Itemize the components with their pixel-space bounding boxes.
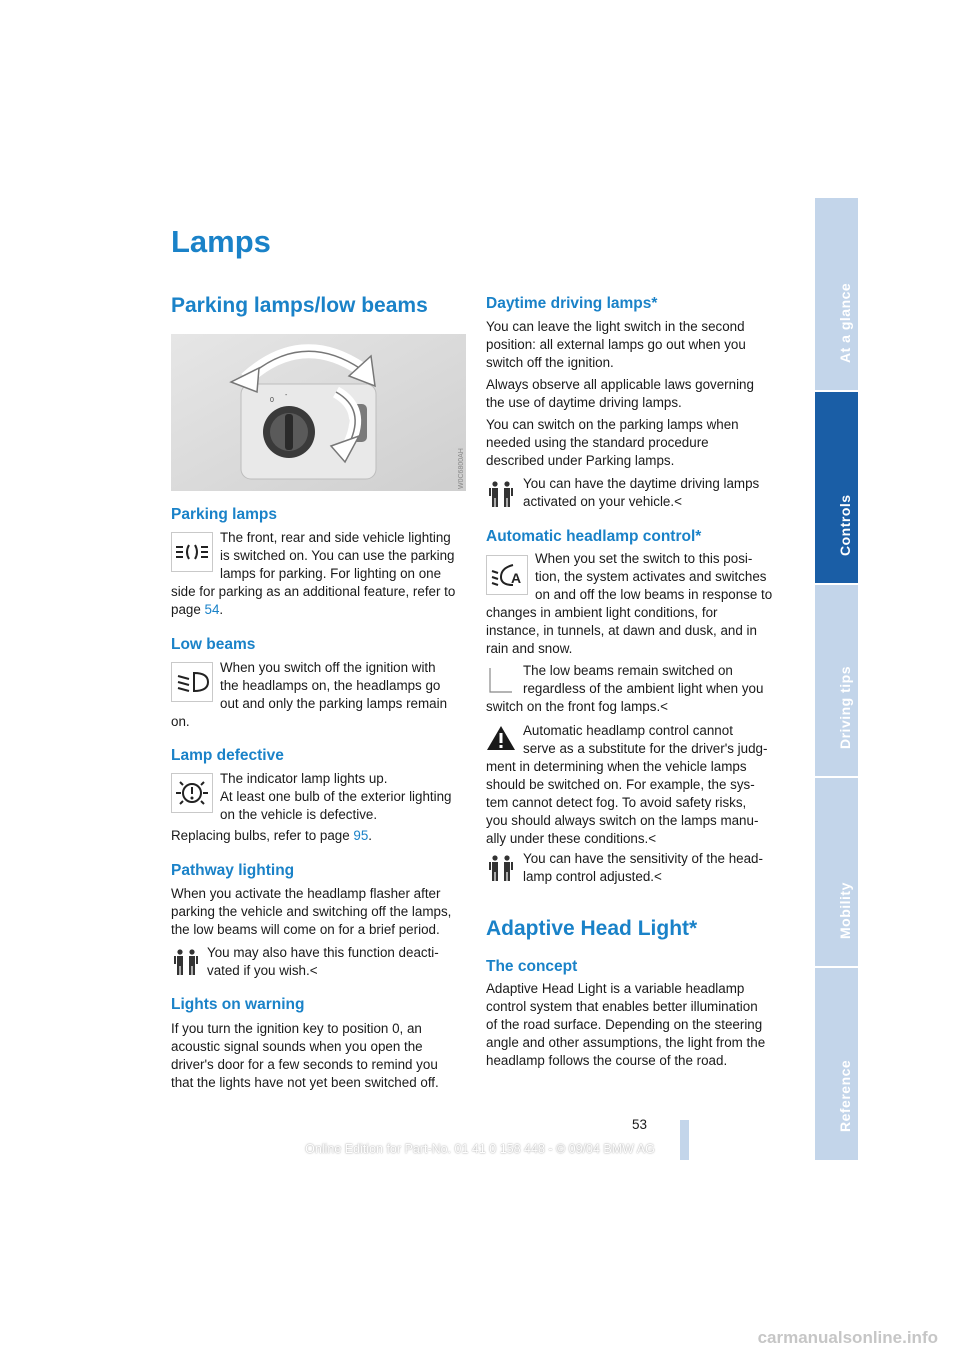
svg-text:A: A	[511, 570, 522, 586]
auto-headlamp-text-2: tion, the system activates and switches	[535, 569, 767, 584]
low-beams-text-3: out and only the parking lamps remain	[220, 696, 448, 711]
auto-headlamp-icon	[486, 555, 528, 595]
pathway-text-3: the low beams will come on for a brief period.	[171, 922, 440, 937]
page-link-54[interactable]: 54	[204, 602, 220, 617]
auto-headlamp-warning-6: you should always switch on the lamps manu-	[486, 813, 759, 828]
subheading-the-concept: The concept	[486, 958, 578, 975]
auto-headlamp-warning-1: Automatic headlamp control cannot	[523, 723, 733, 738]
auto-headlamp-text-3: on and off the low beams in response to	[535, 587, 773, 602]
ref-prefix: Replacing bulbs, refer to page	[171, 828, 354, 843]
subheading-automatic-headlamp-control: Automatic headlamp control*	[486, 528, 702, 545]
adaptive-text-4: angle and other assumptions, the light from the	[486, 1035, 766, 1050]
service-people-icon	[171, 947, 201, 977]
svg-text:-: -	[285, 392, 288, 399]
daytime-p3-1: You can switch on the parking lamps when	[486, 417, 739, 432]
tab-divider	[815, 390, 858, 392]
warning-triangle-icon	[486, 724, 516, 752]
auto-headlamp-text-6: rain and snow.	[486, 641, 573, 656]
tab-divider	[815, 966, 858, 968]
service-people-icon	[486, 479, 516, 509]
ref-prefix: page	[171, 602, 205, 617]
auto-headlamp-warning-5: tem cannot detect fog. To avoid safety risks,	[486, 795, 747, 810]
daytime-p1-3: switch off the ignition.	[486, 355, 614, 370]
tab-controls[interactable]	[815, 391, 858, 584]
watermark: carmanualsonline.info	[757, 1328, 938, 1347]
adaptive-text-1: Adaptive Head Light is a variable headlamp	[486, 981, 745, 996]
adaptive-text-2: control system that enables better illumination	[486, 999, 758, 1014]
parking-lamps-text-3: lamps for parking. For lighting on one	[220, 566, 442, 581]
daytime-p3-2: needed using the standard procedure	[486, 435, 709, 450]
lamp-defective-text-3: on the vehicle is defective.	[220, 807, 378, 822]
adaptive-text-5: headlamp follows the course of the road.	[486, 1053, 728, 1068]
adaptive-text-3: of the road surface. Depending on the steering	[486, 1017, 763, 1032]
auto-headlamp-text-1: When you set the switch to this posi-	[535, 551, 753, 566]
tab-label: Reference	[836, 1059, 853, 1132]
subheading-parking-lamps: Parking lamps	[171, 506, 277, 523]
lights-warning-text-3: driver's door for a few seconds to remind you	[171, 1057, 438, 1072]
auto-headlamp-info-3: switch on the front fog lamps.<	[486, 699, 668, 714]
note-marker-icon	[486, 665, 516, 695]
ref-suffix: .	[219, 602, 224, 617]
tab-driving-tips[interactable]	[815, 584, 858, 777]
page-number: 53	[632, 1117, 648, 1132]
tab-label: Controls	[836, 494, 853, 556]
auto-headlamp-info-2: regardless of the ambient light when you	[523, 681, 764, 696]
daytime-p3-3: described under Parking lamps.	[486, 453, 675, 468]
tab-mobility[interactable]	[815, 777, 858, 967]
pathway-note-2: vated if you wish.<	[207, 963, 318, 978]
lamp-defective-ref	[171, 827, 372, 845]
tab-reference[interactable]	[815, 967, 858, 1160]
auto-headlamp-warning-7: ally under these conditions.<	[486, 831, 657, 846]
low-beams-text-4: on.	[171, 714, 190, 729]
ref-suffix: .	[368, 828, 373, 843]
section-heading-parking-lamps-low-beams: Parking lamps/low beams	[171, 294, 428, 317]
daytime-note-2: activated on your vehicle.<	[523, 494, 682, 509]
tab-label: Driving tips	[836, 665, 853, 749]
auto-headlamp-text-4: changes in ambient light conditions, for	[486, 605, 718, 620]
auto-headlamp-note-1: You can have the sensitivity of the head-	[523, 851, 763, 866]
tab-label: Mobility	[836, 882, 853, 939]
daytime-p2-2: the use of daytime driving lamps.	[486, 395, 682, 410]
auto-headlamp-warning-4: should be switched on. For example, the sys-	[486, 777, 755, 792]
parking-lamps-icon	[171, 532, 213, 572]
parking-lamps-text-1: The front, rear and side vehicle lighting	[220, 530, 451, 545]
auto-headlamp-warning-3: ment in determining when the vehicle lamps	[486, 759, 747, 774]
subheading-low-beams: Low beams	[171, 636, 256, 653]
daytime-note-1: You can have the daytime driving lamps	[523, 476, 760, 491]
tab-at-a-glance[interactable]	[815, 198, 858, 391]
tab-divider	[815, 776, 858, 778]
parking-lamps-ref	[171, 601, 223, 619]
daytime-p1-2: position: all external lamps go out when you	[486, 337, 746, 352]
pathway-text-2: parking the vehicle and switching off the lamps,	[171, 904, 452, 919]
pathway-note-1: You may also have this function deacti-	[207, 945, 439, 960]
section-heading-adaptive-head-light: Adaptive Head Light*	[486, 917, 698, 940]
auto-headlamp-warning-2: serve as a substitute for the driver's judg-	[523, 741, 768, 756]
daytime-p2-1: Always observe all applicable laws governing	[486, 377, 754, 392]
page-title: Lamps	[171, 224, 271, 259]
subheading-lamp-defective: Lamp defective	[171, 747, 284, 764]
lights-warning-text-2: acoustic signal sounds when you open the	[171, 1039, 423, 1054]
lights-warning-text-1: If you turn the ignition key to position 0, an	[171, 1021, 422, 1036]
auto-headlamp-note-2: lamp control adjusted.<	[523, 869, 662, 884]
svg-text:0: 0	[270, 397, 274, 404]
tab-divider	[815, 583, 858, 585]
auto-headlamp-text-5: instance, in tunnels, at dawn and dusk, and in	[486, 623, 757, 638]
subheading-lights-on-warning: Lights on warning	[171, 996, 305, 1013]
bulb-failure-icon	[171, 773, 213, 813]
figure-code: W0C6800AH	[458, 448, 465, 489]
subheading-pathway-lighting: Pathway lighting	[171, 862, 295, 879]
lamp-defective-text-2: At least one bulb of the exterior lighting	[220, 789, 452, 804]
daytime-p1-1: You can leave the light switch in the second	[486, 319, 745, 334]
parking-lamps-text-4: side for parking as an additional feature, refer to	[171, 584, 456, 599]
footer-edition: Online Edition for Part-No. 01 41 0 158 448 - © 09/04 BMW AG	[305, 1142, 655, 1156]
tab-label: At a glance	[836, 282, 853, 363]
service-people-icon	[486, 853, 516, 883]
low-beams-text-1: When you switch off the ignition with	[220, 660, 436, 675]
light-switch-figure	[171, 334, 466, 491]
lamp-defective-text-1: The indicator lamp lights up.	[220, 771, 388, 786]
low-beams-text-2: the headlamps on, the headlamps go	[220, 678, 441, 693]
auto-headlamp-info-1: The low beams remain switched on	[523, 663, 733, 678]
pathway-text-1: When you activate the headlamp flasher after	[171, 886, 441, 901]
parking-lamps-text-2: is switched on. You can use the parking	[220, 548, 455, 563]
lights-warning-text-4: that the lights have not yet been switched off.	[171, 1075, 439, 1090]
low-beam-icon	[171, 662, 213, 702]
subheading-daytime-driving-lamps: Daytime driving lamps*	[486, 295, 658, 312]
page-link-95[interactable]: 95	[353, 828, 369, 843]
